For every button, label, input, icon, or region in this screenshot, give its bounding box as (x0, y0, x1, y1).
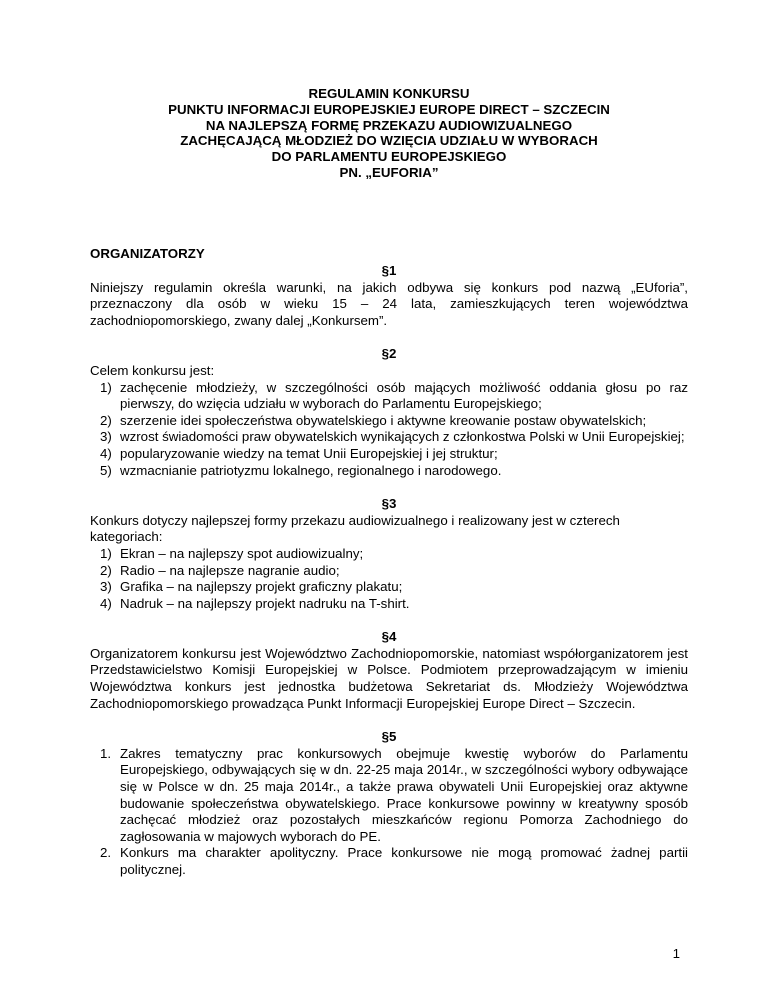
list-number: 4) (100, 595, 112, 611)
list-number: 1) (100, 379, 112, 395)
list-item-text: zachęcenie młodzieży, w szczególności osób mających możliwość oddania głosu po raz pierwszy, do wzięcia udziału w wyborach do Parlamentu Europejskiego; (120, 379, 688, 412)
list-item (90, 563, 688, 580)
list-number: 4) (100, 445, 112, 461)
list-item (90, 429, 688, 446)
list-item (90, 413, 688, 430)
list-item (90, 845, 688, 878)
paragraph-number-1: §1 (381, 263, 397, 278)
document-title (90, 86, 688, 181)
list-item-text: Ekran – na najlepszy spot audiowizualny; (120, 545, 364, 561)
list-number: 2) (100, 562, 112, 578)
list-number: 3) (100, 579, 112, 595)
list-item (90, 380, 688, 413)
goals-list (90, 380, 688, 480)
document-body (90, 246, 688, 879)
list-number: 5) (100, 462, 112, 478)
list-item-text: Nadruk – na najlepszy projekt nadruku na T-shirt. (120, 595, 410, 611)
paragraph-number-5: §5 (381, 729, 397, 745)
list-item (90, 446, 688, 463)
list-item (90, 579, 688, 596)
list-item-text: popularyzowanie wiedzy na temat Unii Europejskiej i jej struktur; (120, 445, 498, 461)
list-item-text: Grafika – na najlepszy projekt graficzny plakatu; (120, 579, 403, 595)
paragraph-3-intro: Konkurs dotyczy najlepszej formy przekazu audiowizualnego i realizowany jest w czterech kategoriach: (90, 512, 620, 545)
title-line: PN. „EUFORIA” (339, 164, 439, 180)
list-item (90, 746, 688, 846)
list-item (90, 546, 688, 563)
list-item (90, 463, 688, 480)
title-line: NA NAJLEPSZĄ FORMĘ PRZEKAZU AUDIOWIZUALNEGO (205, 117, 573, 133)
title-line: PUNKTU INFORMACJI EUROPEJSKIEJ EUROPE DIRECT – SZCZECIN (168, 101, 610, 117)
list-number: 3) (100, 429, 112, 445)
scope-list (90, 746, 688, 879)
list-number: 1. (100, 745, 112, 761)
paragraph-number-4: §4 (381, 629, 397, 645)
paragraph-2-intro: Celem konkursu jest: (90, 362, 215, 378)
categories-list (90, 546, 688, 612)
paragraph-4-text: Organizatorem konkursu jest Województwo Zachodniopomorskie, natomiast współorganizatorem jest Przedstawicielstwo Komisji Europejskiej w Polsce. Podmiotem przeprowadzającym w imieniu Województwa konkurs jest jednostka budżetowa Sekretariat ds. Młodzieży Województwa Zachodniopomorskiego prowadząca Punkt Informacji Europejskiej Europe Direct – Szczecin. (90, 645, 688, 711)
list-number: 2. (100, 845, 112, 861)
list-item-text: Radio – na najlepsze nagranie audio; (120, 562, 340, 578)
list-item (90, 596, 688, 613)
list-item-text: wzrost świadomości praw obywatelskich wynikających z członkostwa Polski w Unii Europejskiej; (120, 429, 685, 445)
list-number: 1) (100, 545, 112, 561)
list-item-text: Zakres tematyczny prac konkursowych obejmuje kwestię wyborów do Parlamentu Europejskiego, odbywających się w dn. 22-25 maja 2014r., w szczególności wybory odbywające się w Polsce w dn. 25 maja 2014r., a także prawa obywateli Unii Europejskiej oraz aktywne budowanie społeczeństwa obywatelskiego. Prace konkursowe powinny w kreatywny sposób zachęcać młodzież oraz pozostałych mieszkańców regionu Pomorza Zachodniego do zagłosowania w majowych wyborach do PE. (120, 745, 688, 844)
title-line: REGULAMIN KONKURSU (308, 86, 470, 101)
list-item-text: wzmacnianie patriotyzmu lokalnego, regionalnego i narodowego. (120, 462, 502, 478)
title-line: DO PARLAMENTU EUROPEJSKIEGO (271, 149, 507, 165)
paragraph-number-3: §3 (381, 496, 397, 512)
paragraph-1-text: Niniejszy regulamin określa warunki, na jakich odbywa się konkurs pod nazwą „EUforia”, przeznaczony dla osób w wieku 15 – 24 lata, zamieszkujących teren województwa zachodniopomorskiego, zwany dalej „Konkursem”. (90, 279, 688, 328)
page-number: 1 (672, 946, 680, 961)
list-number: 2) (100, 412, 112, 428)
paragraph-number-2: §2 (381, 346, 397, 362)
section-heading: ORGANIZATORZY (90, 246, 205, 261)
title-line: ZACHĘCAJĄCĄ MŁODZIEŻ DO WZIĘCIA UDZIAŁU W WYBORACH (180, 133, 598, 149)
list-item-text: szerzenie idei społeczeństwa obywatelskiego i aktywne kreowanie postaw obywatelskich; (120, 412, 647, 428)
list-item-text: Konkurs ma charakter apolityczny. Prace konkursowe nie mogą promować żadnej partii politycznej. (120, 845, 688, 877)
